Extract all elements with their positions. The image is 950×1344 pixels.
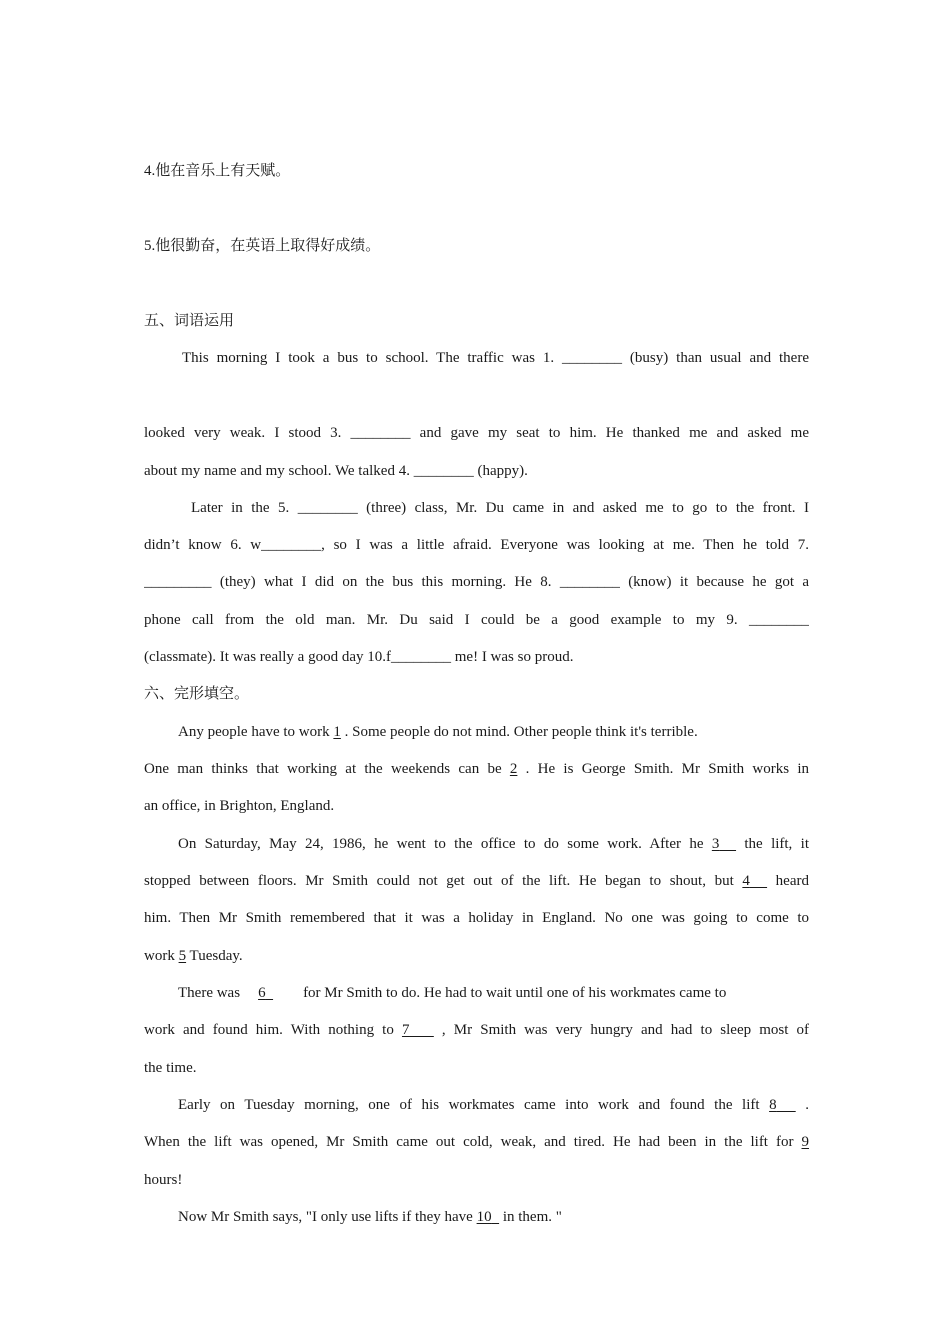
cloze-line7-a: work — [144, 948, 179, 964]
cloze-line3: an office, in Brighton, England. — [144, 798, 335, 814]
cloze-line5-b: heard — [767, 873, 809, 889]
cloze-blank-2: 2 — [509, 761, 518, 777]
translation-q5: 5.他很勤奋，在英语上取得好成绩。 — [144, 238, 381, 254]
cloze-line11-b: . — [795, 1097, 809, 1113]
cloze-line7-b: Tuesday. — [186, 948, 243, 964]
cloze-blank-1: 1 — [333, 724, 341, 740]
cloze-line14-a: Now Mr Smith says, "I only use lifts if they have — [178, 1209, 477, 1225]
cloze-line1-a: Any people have to work — [178, 724, 334, 740]
cloze-line14-b: in them. " — [499, 1209, 562, 1225]
cloze-line9-a: work and found him. With nothing to — [144, 1022, 402, 1038]
section5-p1-line3: looked very weak. I stood 3. ________ and gave my seat to him. He thanked me and asked me — [144, 425, 809, 441]
cloze-line12-a: When the lift was opened, Mr Smith came out cold, weak, and tired. He had been in the lift for — [144, 1134, 802, 1150]
section5-p2-line1: Later in the 5. ________ (three) class, Mr. Du came in and asked me to go to the front. I — [191, 500, 809, 516]
cloze-line2-a: One man thinks that working at the weekends can be — [144, 761, 510, 777]
cloze-line1 — [178, 722, 809, 742]
cloze-line5 — [144, 871, 809, 891]
cloze-line4-a: On Saturday, May 24, 1986, he went to the office to do some work. After he — [178, 836, 712, 852]
cloze-line2 — [144, 759, 809, 779]
cloze-line2-b: . He is George Smith. Mr Smith works in — [517, 761, 809, 777]
section5-p2-line3: _________ (they) what I did on the bus this morning. He 8. ________ (know) it because he got a — [144, 574, 809, 590]
section5-p1-line1: This morning I took a bus to school. The traffic was 1. ________ (busy) than usual and there — [182, 350, 809, 366]
cloze-line11 — [178, 1095, 809, 1115]
section6-heading: 六、完形填空。 — [144, 686, 250, 702]
cloze-line8-a: There was — [178, 985, 241, 1001]
cloze-blank-10: 10 — [476, 1209, 492, 1225]
cloze-blank-4: 4 — [742, 873, 750, 889]
cloze-line8 — [178, 983, 809, 1003]
section5-p2-line5: (classmate). It was really a good day 10.f________ me! I was so proud. — [144, 649, 574, 665]
cloze-line8-b: for Mr Smith to do. He had to wait until one of his workmates came to — [303, 985, 727, 1001]
cloze-blank-8: 8 — [769, 1097, 777, 1113]
cloze-blank-5: 5 — [178, 948, 187, 964]
cloze-line5-a: stopped between floors. Mr Smith could not get out of the lift. He began to shout, but — [144, 873, 743, 889]
cloze-line1-b: . Some people do not mind. Other people think it's terrible. — [340, 724, 698, 740]
cloze-line11-a: Early on Tuesday morning, one of his workmates came into work and found the lift — [178, 1097, 770, 1113]
section5-p2-line2: didn’t know 6. w________, so I was a little afraid. Everyone was looking at me. Then he told 7. — [144, 537, 809, 553]
cloze-line10: the time. — [144, 1060, 197, 1076]
cloze-line6: him. Then Mr Smith remembered that it was a holiday in England. No one was going to come to — [144, 910, 809, 926]
cloze-blank-3: 3 — [711, 836, 720, 852]
cloze-line7 — [144, 946, 809, 966]
section5-heading: 五、词语运用 — [144, 313, 235, 329]
section5-p2-line4: phone call from the old man. Mr. Du said I could be a good example to my 9. ________ — [144, 612, 809, 628]
cloze-blank-7: 7 — [401, 1022, 410, 1038]
cloze-line9 — [144, 1020, 809, 1040]
cloze-line12 — [144, 1132, 809, 1152]
cloze-blank-9: 9 — [801, 1134, 809, 1150]
cloze-line14 — [178, 1207, 809, 1227]
cloze-blank-6: 6 — [258, 985, 266, 1001]
cloze-line13: hours! — [144, 1172, 183, 1188]
translation-q4: 4.他在音乐上有天赋。 — [144, 163, 291, 179]
cloze-line4-b: the lift, it — [736, 836, 809, 852]
section5-p1-line4: about my name and my school. We talked 4. ________ (happy). — [144, 463, 528, 479]
cloze-line4 — [178, 834, 809, 854]
cloze-line9-b: , Mr Smith was very hungry and had to sleep most of — [433, 1022, 809, 1038]
